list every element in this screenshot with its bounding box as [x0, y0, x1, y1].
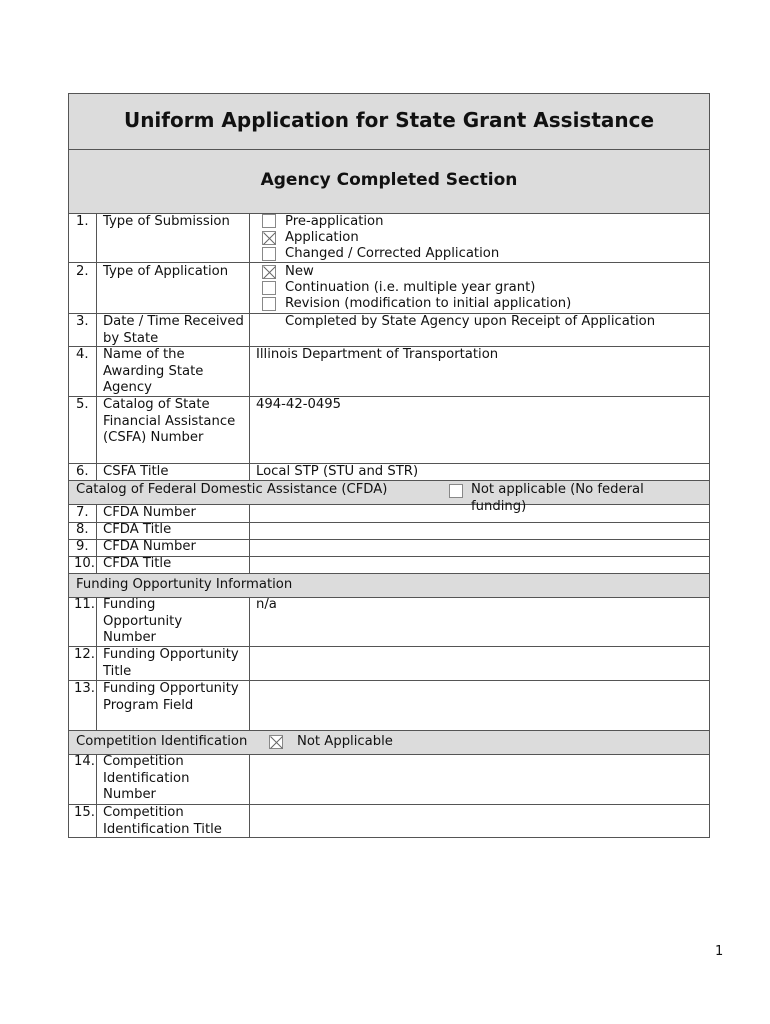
- row-label-competition-id-title: Competition Identification Title: [103, 805, 222, 837]
- row-number: 1.: [76, 214, 89, 229]
- checkbox-continuation[interactable]: [262, 281, 276, 295]
- row-label-date-received: Date / Time Received by State: [103, 314, 244, 346]
- funding-opportunity-number-value: n/a: [256, 597, 277, 612]
- row-number: 15.: [74, 805, 95, 820]
- row-label-funding-opportunity-title: Funding Opportunity Title: [103, 647, 239, 679]
- row-label-cfda-title: CFDA Title: [103, 556, 172, 571]
- form-title-band: [69, 94, 709, 150]
- column-divider: [96, 214, 97, 480]
- row-number: 11.: [74, 597, 95, 612]
- option-label: Changed / Corrected Application: [285, 246, 500, 261]
- option-label: Application: [285, 230, 359, 245]
- option-label: Pre-application: [285, 214, 384, 229]
- checkbox-cfda-not-applicable[interactable]: [449, 484, 463, 498]
- checkbox-revision[interactable]: [262, 297, 276, 311]
- csfa-number-value: 494-42-0495: [256, 397, 342, 412]
- column-divider: [96, 597, 97, 731]
- row-number: 2.: [76, 264, 89, 279]
- row-label-type-of-application: Type of Application: [103, 264, 229, 279]
- option-label: Continuation (i.e. multiple year grant): [285, 280, 536, 295]
- row-label-type-of-submission: Type of Submission: [103, 214, 230, 229]
- row-label-cfda-number: CFDA Number: [103, 505, 196, 520]
- column-divider: [249, 597, 250, 731]
- column-divider: [249, 214, 250, 480]
- page-number: 1: [715, 944, 724, 959]
- option-label: Revision (modification to initial application): [285, 296, 572, 311]
- column-divider: [249, 504, 250, 573]
- row-label-cfda-title: CFDA Title: [103, 522, 172, 537]
- row-number: 6.: [76, 464, 89, 479]
- row-number: 3.: [76, 314, 89, 329]
- row-label-csfa-number: Catalog of State Financial Assistance (CSFA) Number: [103, 397, 236, 446]
- row-label-funding-program-field: Funding Opportunity Program Field: [103, 681, 239, 713]
- funding-section-header: [69, 573, 709, 598]
- row-number: 12.: [74, 647, 95, 662]
- checkbox-competition-not-applicable[interactable]: [269, 735, 283, 749]
- row-label-awarding-agency: Name of the Awarding State Agency: [103, 347, 204, 396]
- date-received-value: Completed by State Agency upon Receipt of Application: [285, 314, 656, 329]
- row-number: 9.: [76, 539, 89, 554]
- funding-section-label: Funding Opportunity Information: [76, 577, 293, 592]
- row-number: 13.: [74, 681, 95, 696]
- column-divider: [96, 504, 97, 573]
- awarding-agency-value: Illinois Department of Transportation: [256, 347, 499, 362]
- row-number: 14.: [74, 754, 95, 769]
- cfda-section-label: Catalog of Federal Domestic Assistance (CFDA): [76, 482, 388, 497]
- row-number: 10.: [74, 556, 95, 571]
- row-number: 7.: [76, 505, 89, 520]
- checkbox-pre-application[interactable]: [262, 214, 276, 228]
- competition-not-applicable-label: Not Applicable: [297, 734, 393, 749]
- competition-section-header: [69, 730, 709, 755]
- column-divider: [96, 754, 97, 838]
- cfda-not-applicable-label: Not applicable (No federal funding): [471, 482, 644, 514]
- row-label-cfda-number: CFDA Number: [103, 539, 196, 554]
- section-title-band: [69, 150, 709, 214]
- row-number: 4.: [76, 347, 89, 362]
- form-title: Uniform Application for State Grant Assistance: [123, 108, 655, 132]
- checkbox-new[interactable]: [262, 265, 276, 279]
- column-divider: [249, 754, 250, 838]
- checkbox-changed-corrected[interactable]: [262, 247, 276, 261]
- option-label: New: [285, 264, 314, 279]
- row-number: 5.: [76, 397, 89, 412]
- section-title: Agency Completed Section: [260, 170, 518, 190]
- row-number: 8.: [76, 522, 89, 537]
- csfa-title-value: Local STP (STU and STR): [256, 464, 419, 479]
- checkbox-application[interactable]: [262, 231, 276, 245]
- competition-section-label: Competition Identification: [76, 734, 248, 749]
- row-label-csfa-title: CSFA Title: [103, 464, 169, 479]
- grant-application-form: [68, 93, 710, 838]
- row-label-competition-id-number: Competition Identification Number: [103, 754, 190, 803]
- row-label-funding-opportunity-number: Funding Opportunity Number: [103, 597, 183, 646]
